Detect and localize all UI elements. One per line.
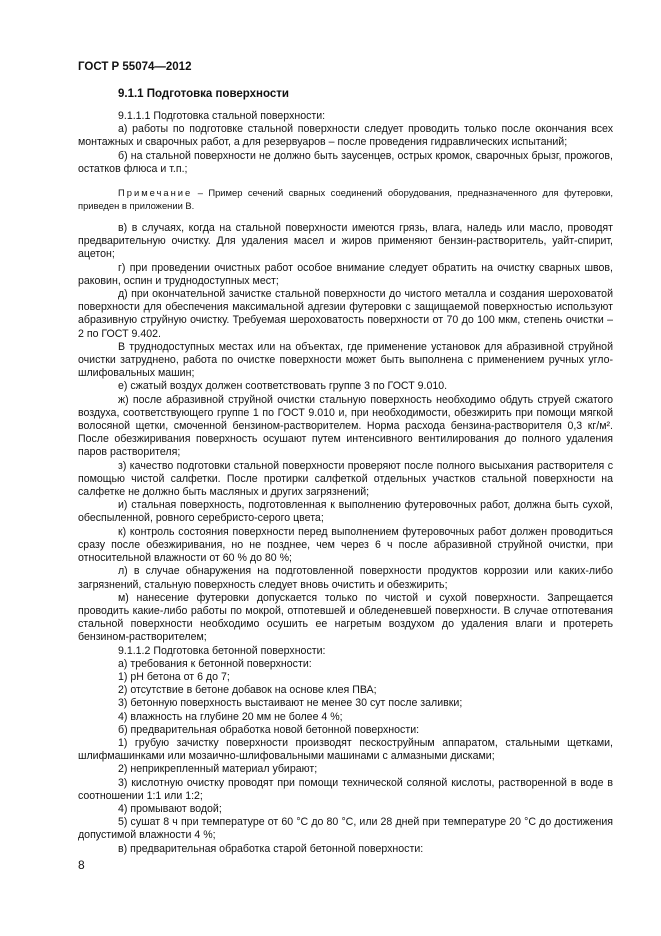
paragraph: а) работы по подготовке стальной поверхности следует проводить только после окончания всех монтажных и сварочных работ, а для резервуаров – после проведения гидравлических испытаний; (78, 123, 613, 149)
paragraph: 3) кислотную очистку проводят при помощи технической соляной кислоты, растворенной в воде в соотношении 1:1 или 1:2; (78, 776, 613, 802)
paragraph: к) контроль состояния поверхности перед выполнением футеровочных работ должен проводиться сразу после обезжиривания, но не позднее, чем через 6 ч после абразивной струйной очистки, при относительной влажности от 60 % до 80 %; (78, 525, 613, 565)
paragraph: б) на стальной поверхности не должно быть заусенцев, острых кромок, сварочных брызг, прожогов, остатков флюса и т.п.; (78, 149, 613, 175)
paragraph: 2) неприкрепленный материал убирают; (118, 763, 318, 776)
paragraph: а) требования к бетонной поверхности: (118, 657, 312, 670)
document-body (78, 110, 613, 856)
paragraph: 1) грубую зачистку поверхности производят пескоструйным аппаратом, стальными щетками, шлифмашинками или мозаично-шлифовальными машинами с алмазными дисками; (78, 736, 613, 763)
paragraph: з) качество подготовки стальной поверхности проверяют после полного высыхания растворителя с помощью чистой салфетки. После протирки салфеткой отдельных участков стальной поверхности на салфетке не должно быть масляных и других загрязнений; (78, 459, 613, 499)
note-label: Примечание (118, 187, 193, 199)
paragraph: ж) после абразивной струйной очистки стальную поверхность необходимо обдуть струей сжатого воздуха, соответствующего группе 1 по ГОСТ 9.010 и, при необходимости, обезжирить при помощи мягкой волосяной щетки, смоченной бензином-растворителем. Норма расхода бензина-растворителя 0,3 кг/м². После обезжиривания поверхность осушают путем интенсивного вентилирования до полного удаления паров растворителя; (78, 393, 613, 459)
paragraph: м) нанесение футеровки допускается только по чистой и сухой поверхности. Запрещается проводить какие-либо работы по мокрой, отпотевшей и обледеневшей поверхности. В случае отпотевания стальной поверхности необходимо осушить ее нагретым воздухом до удаления влаги и протереть бензином-растворителем; (78, 591, 613, 644)
paragraph: б) предварительная обработка новой бетонной поверхности: (118, 723, 420, 736)
paragraph: 5) сушат 8 ч при температуре от 60 °С до 80 °С, или 28 дней при температуре 20 °С до достижения допустимой влажности 4 %; (78, 816, 613, 842)
paragraph: д) при окончательной зачистке стальной поверхности до чистого металла и создания шероховатой поверхности для обеспечения максимальной адгезии футеровки с защищаемой поверхностью используют абразивную струйную очистку. Требуемая шероховатость поверхности от 70 до 100 мкм, степень очистки – 2 по ГОСТ 9.402. (78, 288, 613, 340)
note (78, 186, 613, 212)
document-header: ГОСТ Р 55074—2012 (78, 61, 192, 73)
paragraph: л) в случае обнаружения на подготовленной поверхности продуктов коррозии или каких-либо загрязнений, стальную поверхность следует вновь очистить и обезжирить; (78, 565, 613, 591)
paragraph: в) в случаях, когда на стальной поверхности имеются грязь, влага, наледь или масло, проводят предварительную очистку. Для удаления масел и жиров применяют бензин-растворитель, уайт-спирит, ацетон; (78, 222, 613, 261)
paragraph: В труднодоступных местах или на объектах, где применение установок для абразивной струйной очистки затруднено, работа по очистке поверхности может быть выполнена с применением ручных угло-шлифовальных машин; (78, 340, 613, 380)
paragraph: е) сжатый воздух должен соответствовать группе 3 по ГОСТ 9.010. (118, 380, 448, 393)
paragraph: 9.1.1.1 Подготовка стальной поверхности: (118, 110, 326, 122)
paragraph: 4) промывают водой; (118, 802, 222, 815)
paragraph: и) стальная поверхность, подготовленная к выполнению футеровочных работ, должна быть сухой, обеспыленной, ровного серебристо-серого цвета; (78, 499, 613, 525)
paragraph: 4) влажность на глубине 20 мм не более 4 %; (118, 710, 343, 723)
paragraph: 9.1.1.2 Подготовка бетонной поверхности: (118, 644, 326, 657)
section-title: 9.1.1 Подготовка поверхности (118, 88, 289, 100)
paragraph: 1) pH бетона от 6 до 7; (118, 670, 230, 683)
page-number: 8 (78, 858, 85, 872)
note-text: – Пример сечений сварных соединений оборудования, предназначенного для футеровки, приведен в приложении В. (78, 187, 613, 212)
paragraph: 2) отсутствие в бетоне добавок на основе клея ПВА; (118, 684, 377, 697)
paragraph: г) при проведении очистных работ особое внимание следует обратить на очистку сварных швов, раковин, оспин и труднодоступных мест; (78, 261, 613, 287)
paragraph: 3) бетонную поверхность выстаивают не менее 30 сут после заливки; (118, 697, 463, 710)
paragraph: в) предварительная обработка старой бетонной поверхности: (118, 842, 424, 855)
